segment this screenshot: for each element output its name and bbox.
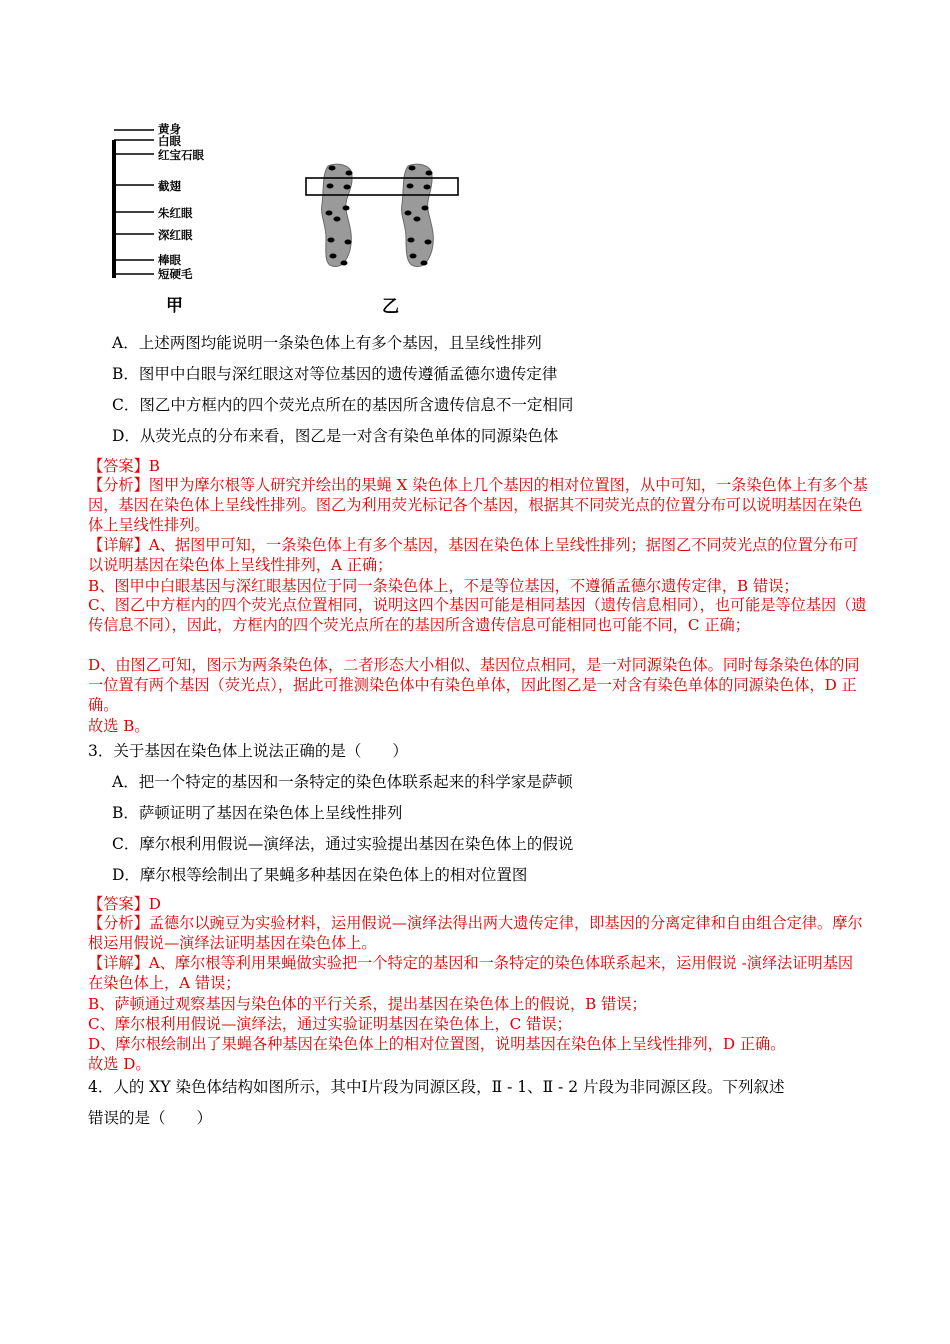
- q2-detail-a: 【详解】A、据图甲可知，一条染色体上有多个基因，基因在染色体上呈线性排列；据图乙不同荧光点的位置分布可以说明基因在染色体上呈线性排列，A 正确；: [88, 536, 859, 574]
- q4-stem-line2: 错误的是（ ）: [88, 1109, 213, 1127]
- q2-detail-b: B、图甲中白眼基因与深红眼基因位于同一条染色体上，不是等位基因，不遵循孟德尔遗传定律，B 错误；: [88, 577, 799, 595]
- dot: [426, 171, 433, 176]
- q2-answer: 【答案】B: [88, 457, 160, 475]
- q3-detail-c: C、摩尔根利用假说—演绎法，通过实验证明基因在染色体上，C 错误；: [88, 1015, 572, 1033]
- q2-detail-c: C、图乙中方框内的四个荧光点位置相同，说明这四个基因可能是相同基因（遗传信息相同），也可能是等位基因（遗传信息不同），因此，方框内的四个荧光点所在的基因所含遗传信息可能相同也可能不同，C 正确；: [88, 596, 867, 634]
- dot: [409, 166, 416, 171]
- q4-stem-line1: 4．人的 XY 染色体结构如图所示，其中Ⅰ片段为同源区段，Ⅱ - 1、Ⅱ - 2 片段为非同源区段。下列叙述: [88, 1078, 785, 1096]
- gene-figure: [100, 118, 480, 328]
- gene-label: 棒眼: [158, 253, 181, 267]
- dot: [425, 240, 432, 245]
- dot: [422, 206, 429, 211]
- dot: [329, 166, 336, 171]
- q3-option-b: B．萨顿证明了基因在染色体上呈线性排列: [112, 804, 403, 822]
- q3-stem: 3．关于基因在染色体上说法正确的是（ ）: [88, 742, 408, 760]
- dot: [408, 238, 415, 243]
- gene-label: 黄身: [158, 122, 181, 136]
- chromosome-right: [402, 164, 434, 266]
- jia-gene-map: [114, 122, 204, 316]
- gene-label: 红宝石眼: [158, 148, 204, 162]
- dot: [341, 261, 348, 266]
- q3-option-c: C．摩尔根利用假说—演绎法，通过实验提出基因在染色体上的假说: [112, 835, 574, 853]
- gene-label: 短硬毛: [158, 267, 193, 281]
- dot: [328, 238, 335, 243]
- dot: [424, 185, 431, 190]
- q3-answer: 【答案】D: [88, 895, 161, 913]
- q2-option-c: C．图乙中方框内的四个荧光点所在的基因所含遗传信息不一定相同: [112, 396, 574, 414]
- caption-jia: 甲: [166, 296, 183, 316]
- q2-analysis: 【分析】图甲为摩尔根等人研究并绘出的果蝇 X 染色体上几个基因的相对位置图，从中可知，一条染色体上有多个基因，基因在染色体上呈线性排列。图乙为利用荧光标记各个基因，根据其不同荧光点的位置分布可以说明基因在染色体上呈线性排列。: [88, 476, 868, 534]
- gene-label: 朱红眼: [158, 206, 193, 220]
- dot: [327, 184, 334, 189]
- q3-conclusion: 故选 D。: [88, 1055, 151, 1073]
- dot: [345, 240, 352, 245]
- q2-detail-d: D、由图乙可知，图示为两条染色体，二者形态大小相似、基因位点相同，是一对同源染色体。同时每条染色体的同一位置有两个基因（荧光点），据此可推测染色体中有染色单体，因此图乙是一对含有染色单体的同源染色体，D 正确。: [88, 656, 860, 714]
- chromosome-left: [322, 164, 352, 266]
- q3-detail-b: B、萨顿通过观察基因与染色体的平行关系，提出基因在染色体上的假说，B 错误；: [88, 995, 647, 1013]
- dot: [326, 211, 333, 216]
- dot: [344, 185, 351, 190]
- q3-analysis: 【分析】孟德尔以豌豆为实验材料，运用假说—演绎法得出两大遗传定律，即基因的分离定律和自由组合定律。摩尔根运用假说—演绎法证明基因在染色体上。: [88, 914, 863, 952]
- dot: [405, 211, 412, 216]
- gene-figure-svg: [100, 118, 480, 328]
- q3-detail-a: 【详解】A、摩尔根等利用果蝇做实验把一个特定的基因和一条特定的染色体联系起来，运用假说 -演绎法证明基因在染色体上，A 错误；: [88, 954, 854, 992]
- gene-label: 深红眼: [158, 228, 193, 242]
- q2-option-a: A．上述两图均能说明一条染色体上有多个基因，且呈线性排列: [112, 334, 542, 352]
- dot: [343, 206, 350, 211]
- yi-chromosomes: [306, 164, 458, 317]
- gene-label: 白眼: [158, 134, 181, 148]
- dot: [410, 254, 417, 259]
- q3-option-a: A．把一个特定的基因和一条特定的染色体联系起来的科学家是萨顿: [112, 773, 573, 791]
- gene-label: 截翅: [158, 179, 181, 193]
- q2-option-b: B．图甲中白眼与深红眼这对等位基因的遗传遵循孟德尔遗传定律: [112, 365, 558, 383]
- dot: [407, 184, 414, 189]
- dot: [334, 217, 341, 222]
- q3-detail-d: D、摩尔根绘制出了果蝇各种基因在染色体上的相对位置图，说明基因在染色体上呈线性排列，D 正确。: [88, 1035, 786, 1053]
- dot: [414, 217, 421, 222]
- dot: [421, 261, 428, 266]
- q3-option-d: D．摩尔根等绘制出了果蝇多种基因在染色体上的相对位置图: [112, 866, 528, 884]
- dot: [330, 254, 337, 259]
- q2-option-d: D．从荧光点的分布来看，图乙是一对含有染色单体的同源染色体: [112, 427, 559, 445]
- q2-conclusion: 故选 B。: [88, 717, 150, 735]
- caption-yi: 乙: [382, 297, 399, 317]
- dot: [346, 171, 353, 176]
